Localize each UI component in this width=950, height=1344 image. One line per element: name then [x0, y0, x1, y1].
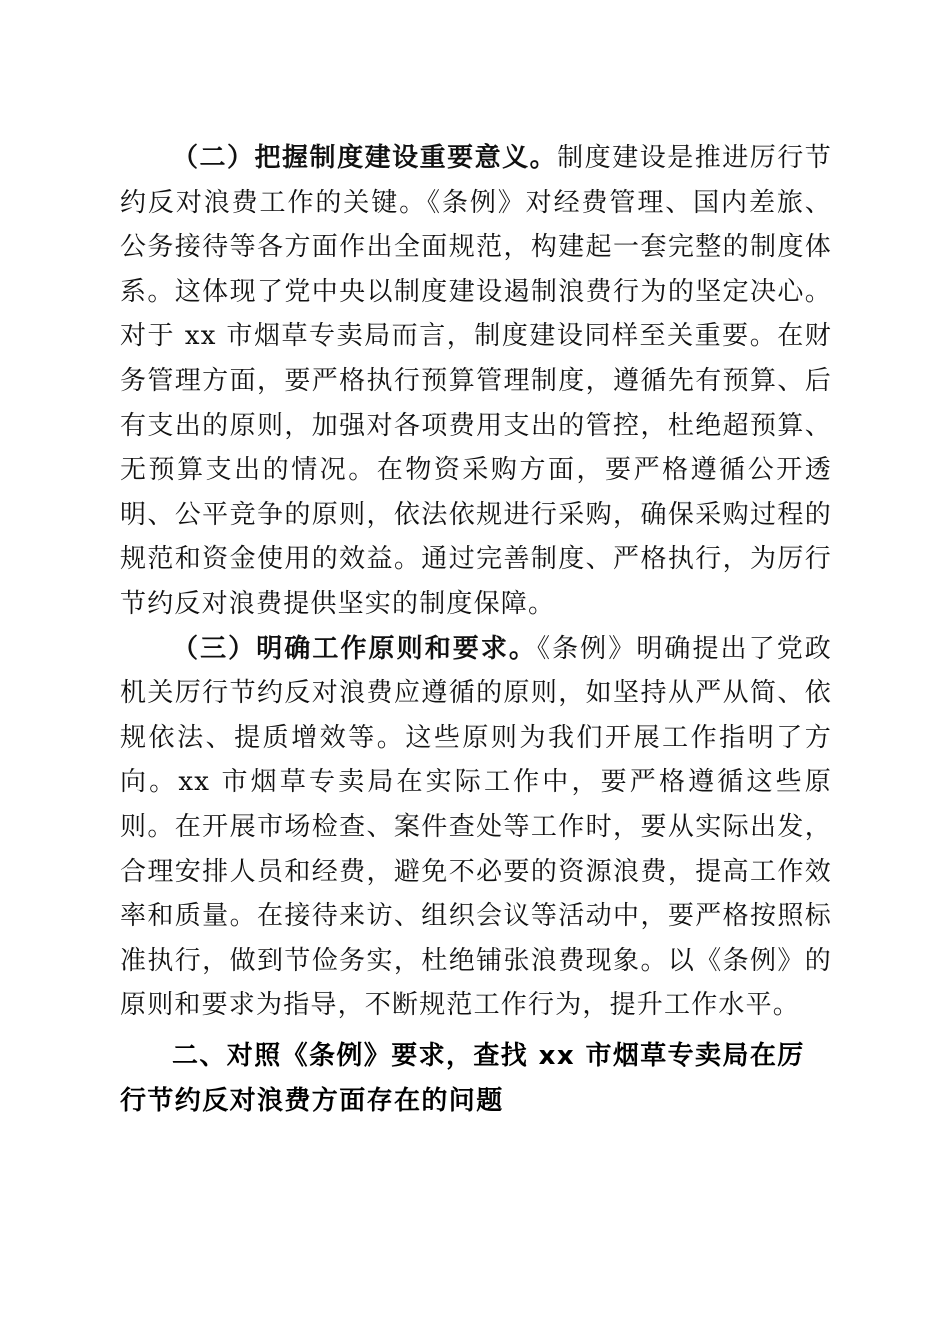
paragraph-text: 制度建设是推进厉行节约反对浪费工作的关键。《条例》对经费管理、国内差旅、公务接待等各方面作出全面规范，构建起一套完整的制度体系。这体现了党中央以制度建设遏制浪费行为的坚定决心。对于 xx 市烟草专卖局而言，制度建设同样至关重要。在财务管理方面，要严格执行预算管理制度，遵循先有预算、后有支出的原则，加强对各项费用支出的管控，杜绝超预算、无预算支出的情况。在物资采购方面，要严格遵循公开透明、公平竞争的原则，依法依规进行采购，确保采购过程的规范和资金使用的效益。通过完善制度、严格执行，为厉行节约反对浪费提供坚实的制度保障。 — [120, 143, 832, 619]
paragraph-system-building — [120, 136, 832, 627]
paragraph-lead-heading: （二）把握制度建设重要意义。 — [172, 143, 558, 173]
paragraph-text: 《条例》明确提出了党政机关厉行节约反对浪费应遵循的原则，如坚持从严从简、依规依法、提质增效等。这些原则为我们开展工作指明了方向。xx 市烟草专卖局在实际工作中，要严格遵循这些原则。在开展市场检查、案件查处等工作时，要从实际出发，合理安排人员和经费，避免不必要的资源浪费，提高工作效率和质量。在接待来访、组织会议等活动中，要严格按照标准执行，做到节俭务实，杜绝铺张浪费现象。以《条例》的原则和要求为指导，不断规范工作行为，提升工作水平。 — [120, 633, 832, 1021]
paragraph-work-principles — [120, 627, 832, 1028]
document-body — [120, 136, 832, 1124]
paragraph-lead-heading: （三）明确工作原则和要求。 — [172, 633, 538, 664]
section-heading: 二、对照《条例》要求，查找 xx 市烟草专卖局在厉行节约反对浪费方面存在的问题 — [120, 1040, 805, 1116]
